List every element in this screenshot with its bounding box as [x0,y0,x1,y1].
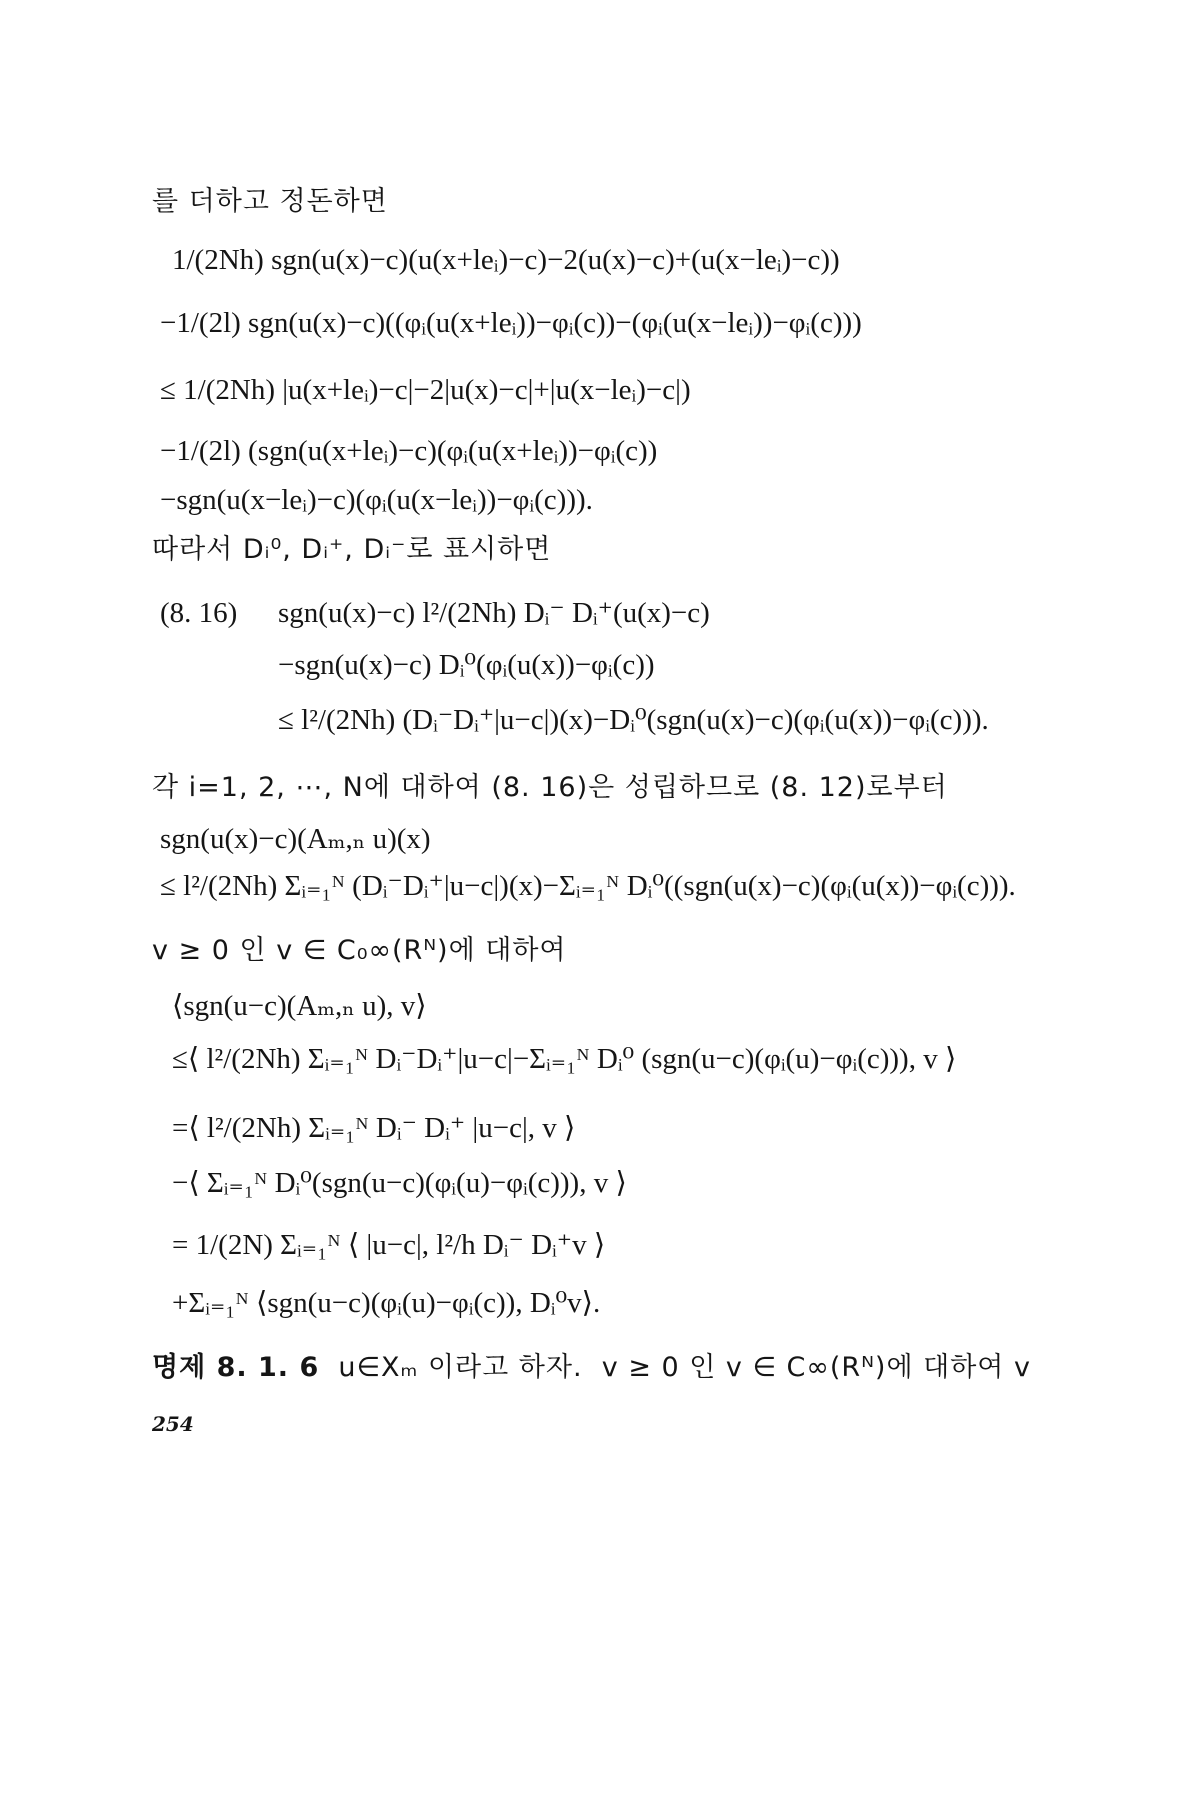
page-number: 254 [152,1412,194,1436]
text-line: v ≥ 0 인 v ∈ C₀∞(Rᴺ)에 대하여 [152,935,567,966]
equation-line: +Σᵢ₌₁ᴺ ⟨sgn(u−c)(φᵢ(u)−φᵢ(c)), Dᵢ⁰v⟩. [172,1287,601,1319]
equation-line: = 1/(2N) Σᵢ₌₁ᴺ ⟨ |u−c|, l²/h Dᵢ⁻ Dᵢ⁺v ⟩ [172,1229,606,1261]
proposition-text: v ≥ 0 인 v ∈ C∞(Rᴺ)에 대하여 v [601,1352,1031,1383]
text-line: 를 더하고 정돈하면 [152,186,388,217]
equation-line: −1/(2l) sgn(u(x)−c)((φᵢ(u(x+leᵢ))−φᵢ(c))−(φᵢ(u(x−leᵢ))−φᵢ(c))) [160,307,862,339]
equation-line: −sgn(u(x)−c) Dᵢ⁰(φᵢ(u(x))−φᵢ(c)) [278,649,655,681]
equation-line: =⟨ l²/(2Nh) Σᵢ₌₁ᴺ Dᵢ⁻ Dᵢ⁺ |u−c|, v ⟩ [172,1112,576,1144]
equation-line: −sgn(u(x−leᵢ)−c)(φᵢ(u(x−leᵢ))−φᵢ(c))). [160,484,593,516]
numbered-equation [160,596,710,630]
equation-line: ≤ l²/(2Nh) (Dᵢ⁻Dᵢ⁺|u−c|)(x)−Dᵢ⁰(sgn(u(x)−c)(φᵢ(u(x))−φᵢ(c))). [278,704,989,736]
text-line: 따라서 Dᵢ⁰, Dᵢ⁺, Dᵢ⁻로 표시하면 [152,534,552,565]
equation-line: sgn(u(x)−c) l²/(2Nh) Dᵢ⁻ Dᵢ⁺(u(x)−c) [278,597,710,629]
equation-line: ≤⟨ l²/(2Nh) Σᵢ₌₁ᴺ Dᵢ⁻Dᵢ⁺|u−c|−Σᵢ₌₁ᴺ Dᵢ⁰ (sgn(u−c)(φᵢ(u)−φᵢ(c))), v ⟩ [172,1043,957,1075]
equation-line: 1/(2Nh) sgn(u(x)−c)(u(x+leᵢ)−c)−2(u(x)−c)+(u(x−leᵢ)−c)) [172,244,840,276]
equation-line: sgn(u(x)−c)(Aₘ,ₙ u)(x) [160,823,431,855]
equation-line: ≤ 1/(2Nh) |u(x+leᵢ)−c|−2|u(x)−c|+|u(x−leᵢ)−c|) [160,374,691,406]
equation-line: ≤ l²/(2Nh) Σᵢ₌₁ᴺ (Dᵢ⁻Dᵢ⁺|u−c|)(x)−Σᵢ₌₁ᴺ Dᵢ⁰((sgn(u(x)−c)(φᵢ(u(x))−φᵢ(c))). [160,870,1016,902]
equation-line: −⟨ Σᵢ₌₁ᴺ Dᵢ⁰(sgn(u−c)(φᵢ(u)−φᵢ(c))), v ⟩ [172,1167,627,1199]
equation-tag: (8. 16) [160,597,238,629]
proposition-assumption: u∈Xₘ 이라고 하자. [338,1352,583,1383]
equation-line: ⟨sgn(u−c)(Aₘ,ₙ u), v⟩ [172,990,427,1022]
proposition-label: 명제 8. 1. 6 [152,1352,320,1383]
equation-line: −1/(2l) (sgn(u(x+leᵢ)−c)(φᵢ(u(x+leᵢ))−φᵢ(c)) [160,435,658,467]
proposition-line [152,1351,1031,1385]
text-line: 각 i=1, 2, ⋯, N에 대하여 (8. 16)은 성립하므로 (8. 12)로부터 [152,772,948,803]
